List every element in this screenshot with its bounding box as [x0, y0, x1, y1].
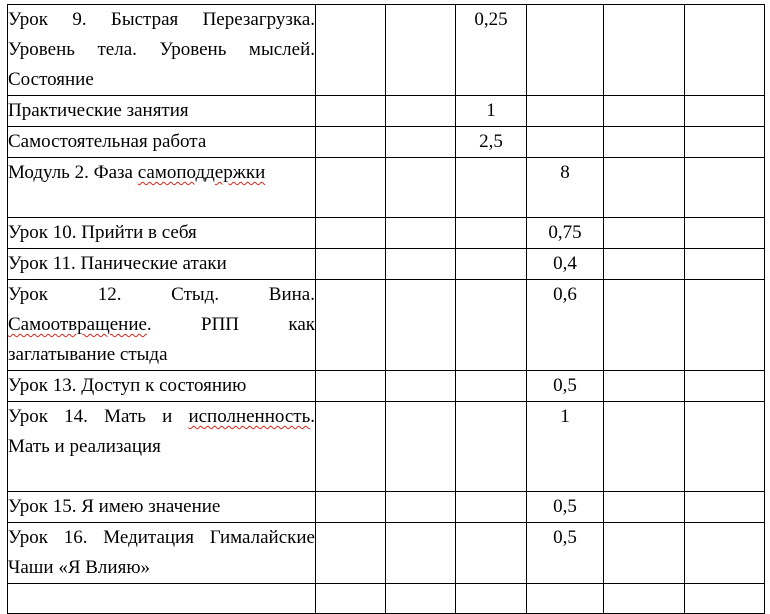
table-row [8, 584, 765, 614]
table-row [8, 402, 765, 492]
hours-cell: 8 [527, 158, 604, 218]
empty-cell [386, 158, 456, 218]
empty-cell [604, 218, 685, 249]
lesson-name: Урок 12. Стыд. Вина. [8, 284, 315, 305]
empty-cell [386, 249, 456, 280]
empty-cell [316, 249, 386, 280]
empty-cell [386, 218, 456, 249]
empty-cell [316, 280, 386, 371]
empty-cell [316, 492, 386, 523]
table-row [8, 492, 765, 523]
lesson-name: Практические занятия [8, 100, 189, 121]
empty-cell [316, 584, 386, 614]
empty-cell [604, 371, 685, 402]
lesson-name: Урок 10. Прийти в себя [8, 222, 197, 243]
empty-cell [316, 523, 386, 584]
empty-cell [604, 584, 685, 614]
empty-cell [316, 158, 386, 218]
empty-cell [456, 280, 527, 371]
hours-cell: 0,4 [527, 249, 604, 280]
empty-cell [604, 402, 685, 492]
lesson-name-cell [8, 402, 316, 492]
table-row [8, 371, 765, 402]
empty-cell [527, 96, 604, 127]
empty-cell [604, 5, 685, 96]
lesson-name-cell [8, 218, 316, 249]
table-row [8, 280, 765, 371]
lesson-name-cell [8, 249, 316, 280]
empty-cell [456, 584, 527, 614]
empty-cell [456, 523, 527, 584]
empty-cell [386, 492, 456, 523]
empty-cell [386, 402, 456, 492]
lesson-name-cell [8, 280, 316, 371]
empty-cell [456, 249, 527, 280]
empty-cell [527, 5, 604, 96]
lesson-name: Урок 16. Медитация Гималайские Чаши «Я Влияю» [8, 527, 315, 578]
lesson-name-cell [8, 96, 316, 127]
empty-cell [604, 523, 685, 584]
empty-cell [604, 280, 685, 371]
empty-cell [604, 249, 685, 280]
empty-cell [685, 492, 765, 523]
empty-cell [386, 5, 456, 96]
lesson-name: . Мать и реализация [8, 406, 315, 457]
lesson-name-cell [8, 5, 316, 96]
table-row [8, 127, 765, 158]
empty-cell [685, 96, 765, 127]
empty-cell [685, 5, 765, 96]
lesson-name: Самостоятельная работа [8, 131, 207, 152]
empty-cell [456, 402, 527, 492]
empty-cell [386, 280, 456, 371]
lesson-name-cell [8, 127, 316, 158]
lesson-name: Урок 9. Быстрая Перезагрузка. Уровень тела. Уровень мыслей. Состояние [8, 9, 315, 90]
hours-cell [527, 584, 604, 614]
empty-cell [685, 249, 765, 280]
hours-cell: 0,5 [527, 371, 604, 402]
empty-cell [685, 584, 765, 614]
lesson-name-cell [8, 523, 316, 584]
empty-cell [685, 523, 765, 584]
spellcheck-word: самоподдержки [137, 162, 266, 183]
empty-cell [386, 523, 456, 584]
hours-cell: 0,5 [527, 523, 604, 584]
empty-cell [685, 371, 765, 402]
spellcheck-word: Самоотвращение [8, 314, 147, 335]
empty-cell [527, 127, 604, 158]
lesson-name: Урок 13. Доступ к состоянию [8, 375, 247, 396]
empty-cell [685, 218, 765, 249]
empty-cell [685, 402, 765, 492]
lesson-name-cell [8, 371, 316, 402]
empty-cell [316, 5, 386, 96]
empty-cell [456, 492, 527, 523]
empty-cell [386, 584, 456, 614]
hours-cell: 2,5 [456, 127, 527, 158]
lesson-name-cell [8, 584, 316, 614]
hours-cell: 0,25 [456, 5, 527, 96]
empty-cell [456, 218, 527, 249]
empty-cell [685, 158, 765, 218]
hours-cell: 0,6 [527, 280, 604, 371]
table-row [8, 249, 765, 280]
lesson-name: Урок 11. Панические атаки [8, 253, 227, 274]
empty-cell [316, 96, 386, 127]
table-row [8, 5, 765, 96]
table-row [8, 96, 765, 127]
lesson-name-cell [8, 158, 316, 218]
lesson-name: Урок 14. Мать и [8, 406, 189, 427]
empty-cell [456, 158, 527, 218]
curriculum-table-body [8, 5, 765, 614]
empty-cell [316, 127, 386, 158]
empty-cell [386, 96, 456, 127]
table-row [8, 523, 765, 584]
lesson-name: Модуль 2. Фаза [8, 162, 138, 183]
lesson-name: Урок 15. Я имею значение [8, 496, 221, 517]
empty-cell [604, 158, 685, 218]
empty-cell [604, 96, 685, 127]
lesson-name: . РПП как заглатывание стыда [8, 314, 315, 365]
empty-cell [316, 371, 386, 402]
empty-cell [456, 371, 527, 402]
curriculum-table [7, 4, 765, 614]
table-row [8, 158, 765, 218]
empty-cell [316, 402, 386, 492]
empty-cell [386, 371, 456, 402]
empty-cell [604, 492, 685, 523]
empty-cell [604, 127, 685, 158]
empty-cell [386, 127, 456, 158]
hours-cell: 1 [456, 96, 527, 127]
hours-cell: 0,5 [527, 492, 604, 523]
table-row [8, 218, 765, 249]
lesson-name-cell [8, 492, 316, 523]
spellcheck-word: исполненность [188, 406, 311, 427]
hours-cell: 0,75 [527, 218, 604, 249]
empty-cell [685, 127, 765, 158]
hours-cell: 1 [527, 402, 604, 492]
empty-cell [685, 280, 765, 371]
empty-cell [316, 218, 386, 249]
